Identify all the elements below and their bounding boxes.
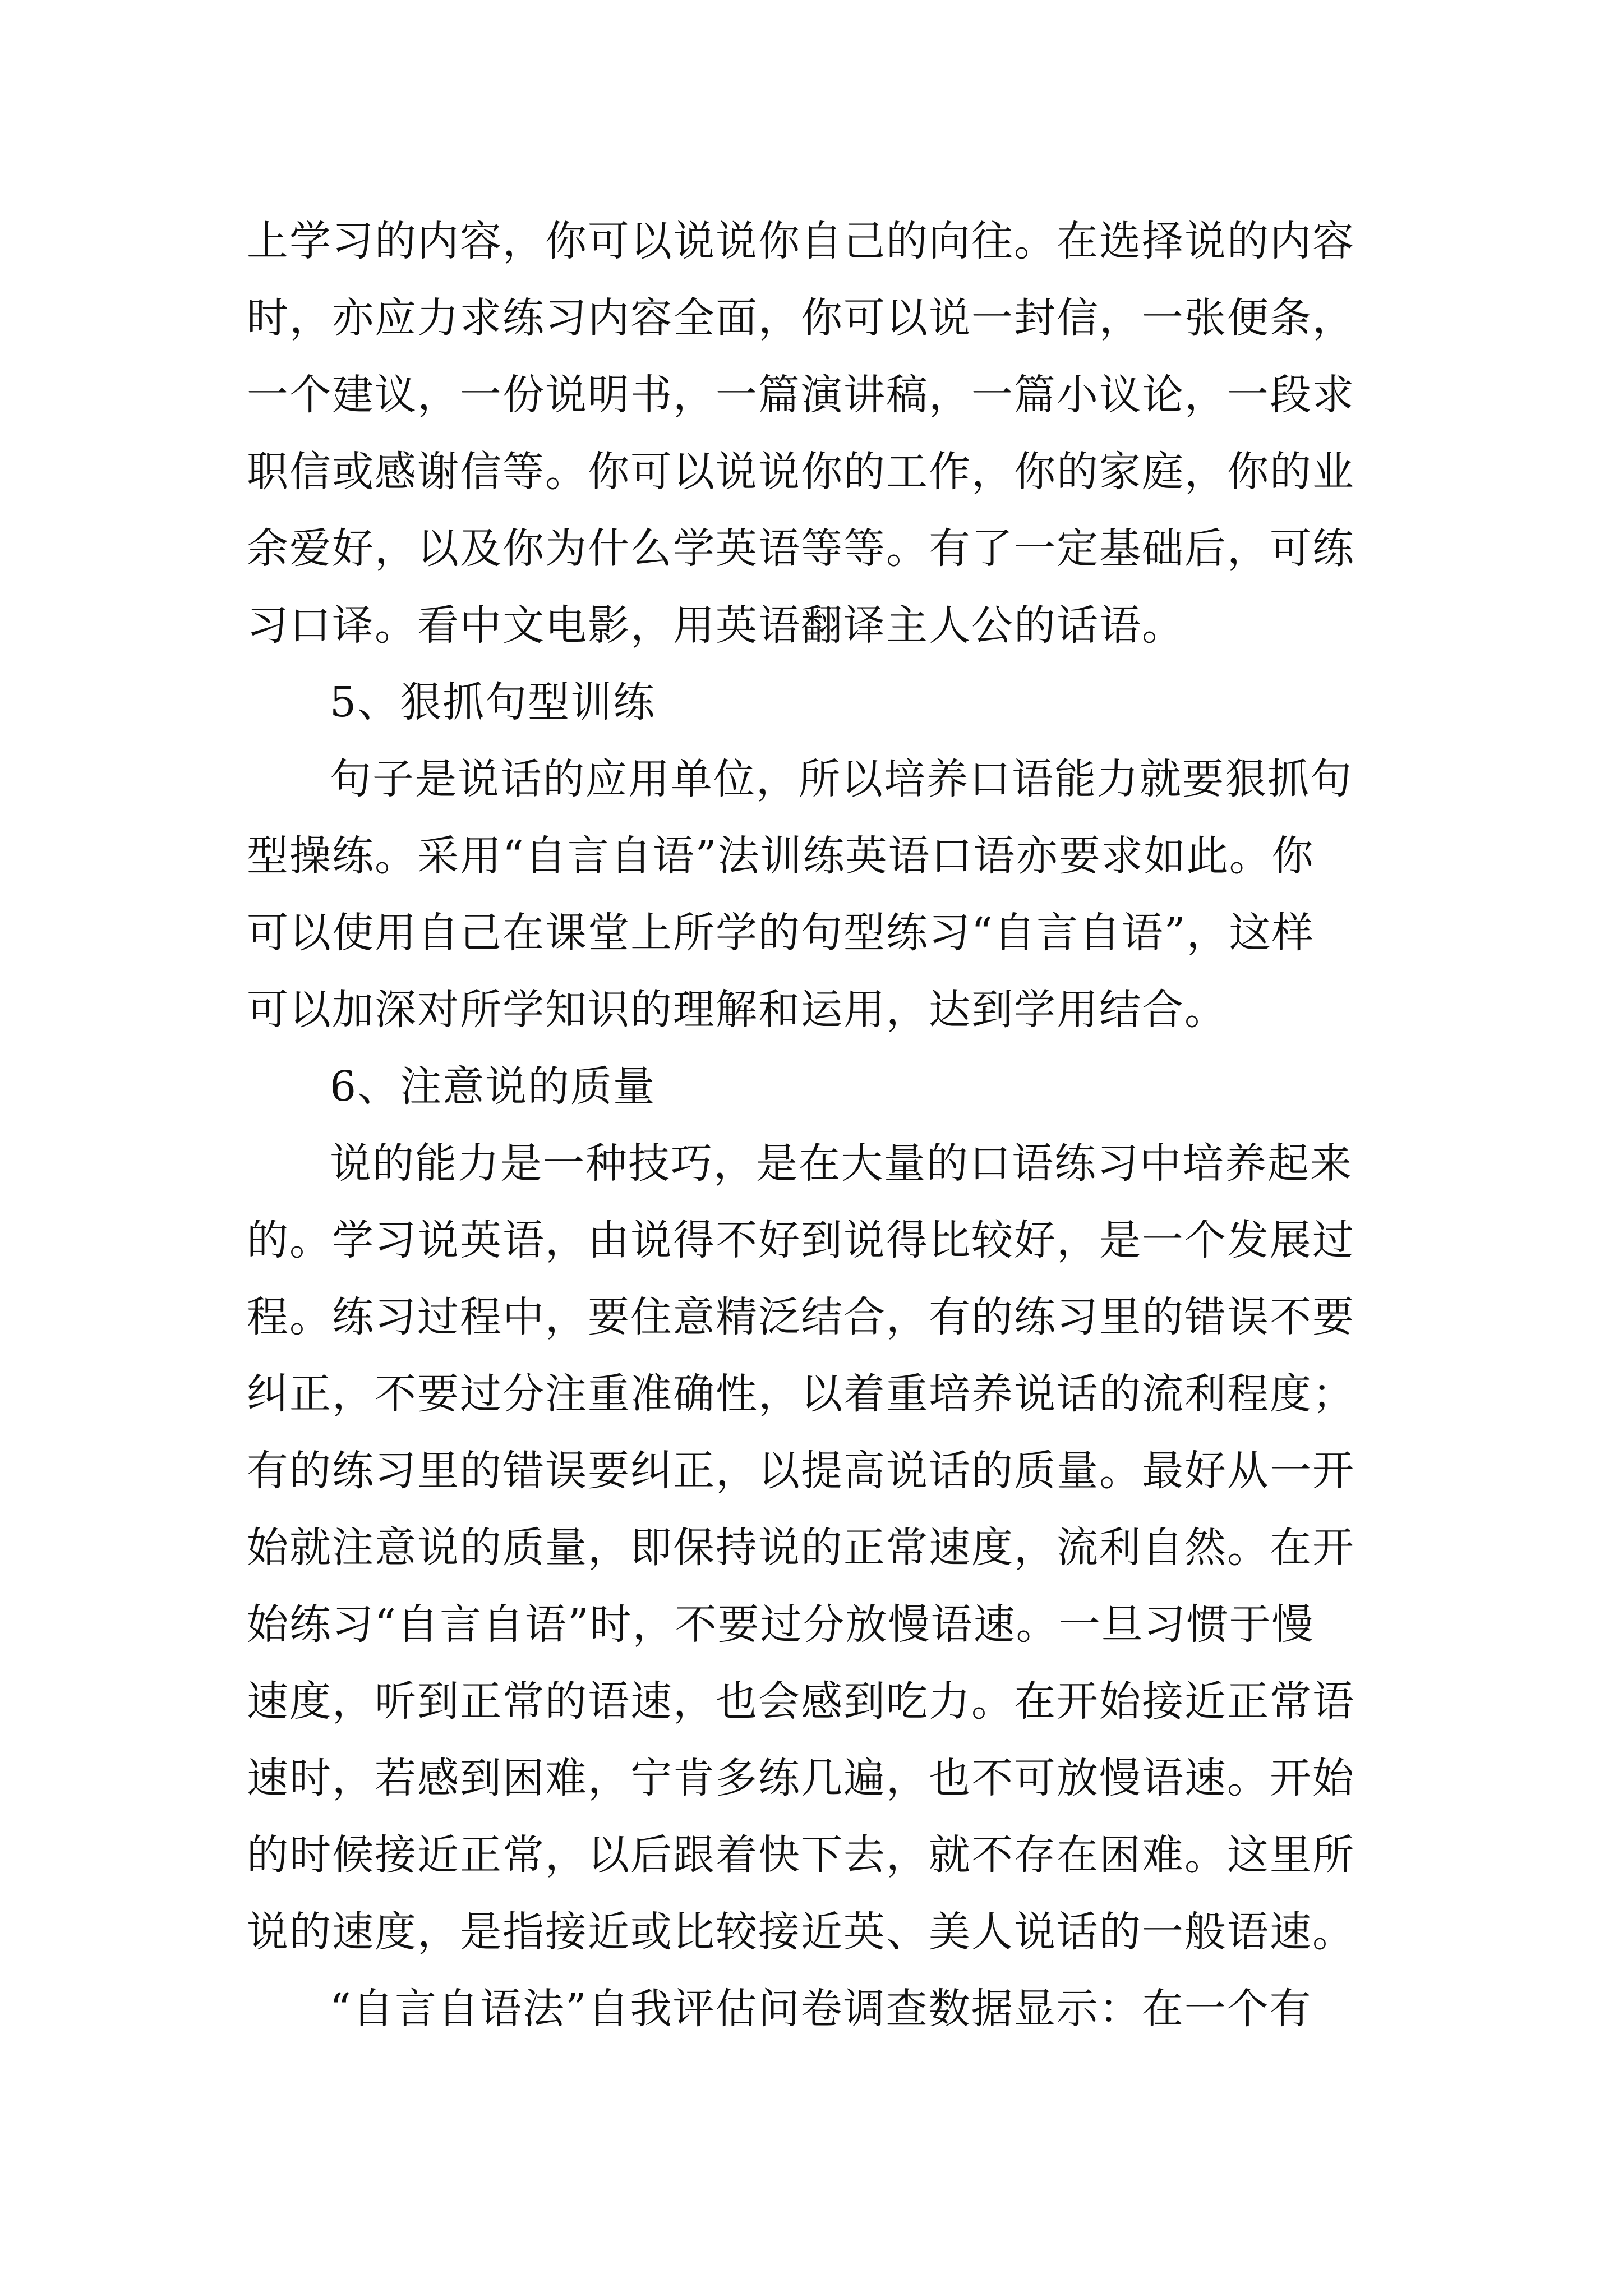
text-line: 型操练。采用“自言自语”法训练英语口语亦要求如此。你 bbox=[247, 832, 1315, 880]
text-line: 上学习的内容，你可以说说你自己的向往。在选择说的内容 bbox=[247, 217, 1355, 265]
text-line: 速时，若感到困难，宁肯多练几遍，也不可放慢语速。开始 bbox=[247, 1754, 1355, 1802]
text-line: “自言自语法”自我评估问卷调查数据显示：在一个有 bbox=[330, 1985, 1312, 2033]
text-line: 一个建议，一份说明书，一篇演讲稿，一篇小议论，一段求 bbox=[247, 371, 1355, 419]
text-line: 说的速度，是指接近或比较接近英、美人说话的一般语速。 bbox=[247, 1908, 1355, 1956]
text-line: 始就注意说的质量，即保持说的正常速度，流利自然。在开 bbox=[247, 1524, 1355, 1572]
text-line: 5、狠抓句型训练 bbox=[330, 678, 656, 726]
text-line: 说的能力是一种技巧，是在大量的口语练习中培养起来 bbox=[330, 1139, 1353, 1188]
text-line: 有的练习里的错误要纠正，以提高说话的质量。最好从一开 bbox=[247, 1447, 1355, 1495]
text-line: 始练习“自言自语”时，不要过分放慢语速。一旦习惯于慢 bbox=[247, 1600, 1315, 1649]
text-line: 时，亦应力求练习内容全面，你可以说一封信，一张便条， bbox=[247, 294, 1355, 342]
text-line: 余爱好，以及你为什么学英语等等。有了一定基础后，可练 bbox=[247, 524, 1355, 573]
text-line: 的。学习说英语，由说得不好到说得比较好，是一个发展过 bbox=[247, 1216, 1355, 1264]
text-line: 纠正，不要过分注重准确性，以着重培养说话的流利程度； bbox=[247, 1370, 1355, 1418]
text-line: 句子是说话的应用单位，所以培养口语能力就要狠抓句 bbox=[330, 755, 1353, 803]
document-body bbox=[247, 203, 1391, 2047]
text-line: 6、注意说的质量 bbox=[330, 1062, 656, 1111]
text-line: 习口译。看中文电影，用英语翻译主人公的话语。 bbox=[247, 601, 1184, 650]
text-line: 可以加深对所学知识的理解和运用，达到学用结合。 bbox=[247, 986, 1227, 1034]
text-line: 程。练习过程中，要住意精泛结合，有的练习里的错误不要 bbox=[247, 1293, 1355, 1341]
text-line: 职信或感谢信等。你可以说说你的工作，你的家庭，你的业 bbox=[247, 448, 1355, 496]
text-line: 可以使用自己在课堂上所学的句型练习“自言自语”，这样 bbox=[247, 909, 1315, 957]
text-line: 的时候接近正常，以后跟着快下去，就不存在困难。这里所 bbox=[247, 1831, 1355, 1879]
text-line: 速度，听到正常的语速，也会感到吃力。在开始接近正常语 bbox=[247, 1677, 1355, 1726]
